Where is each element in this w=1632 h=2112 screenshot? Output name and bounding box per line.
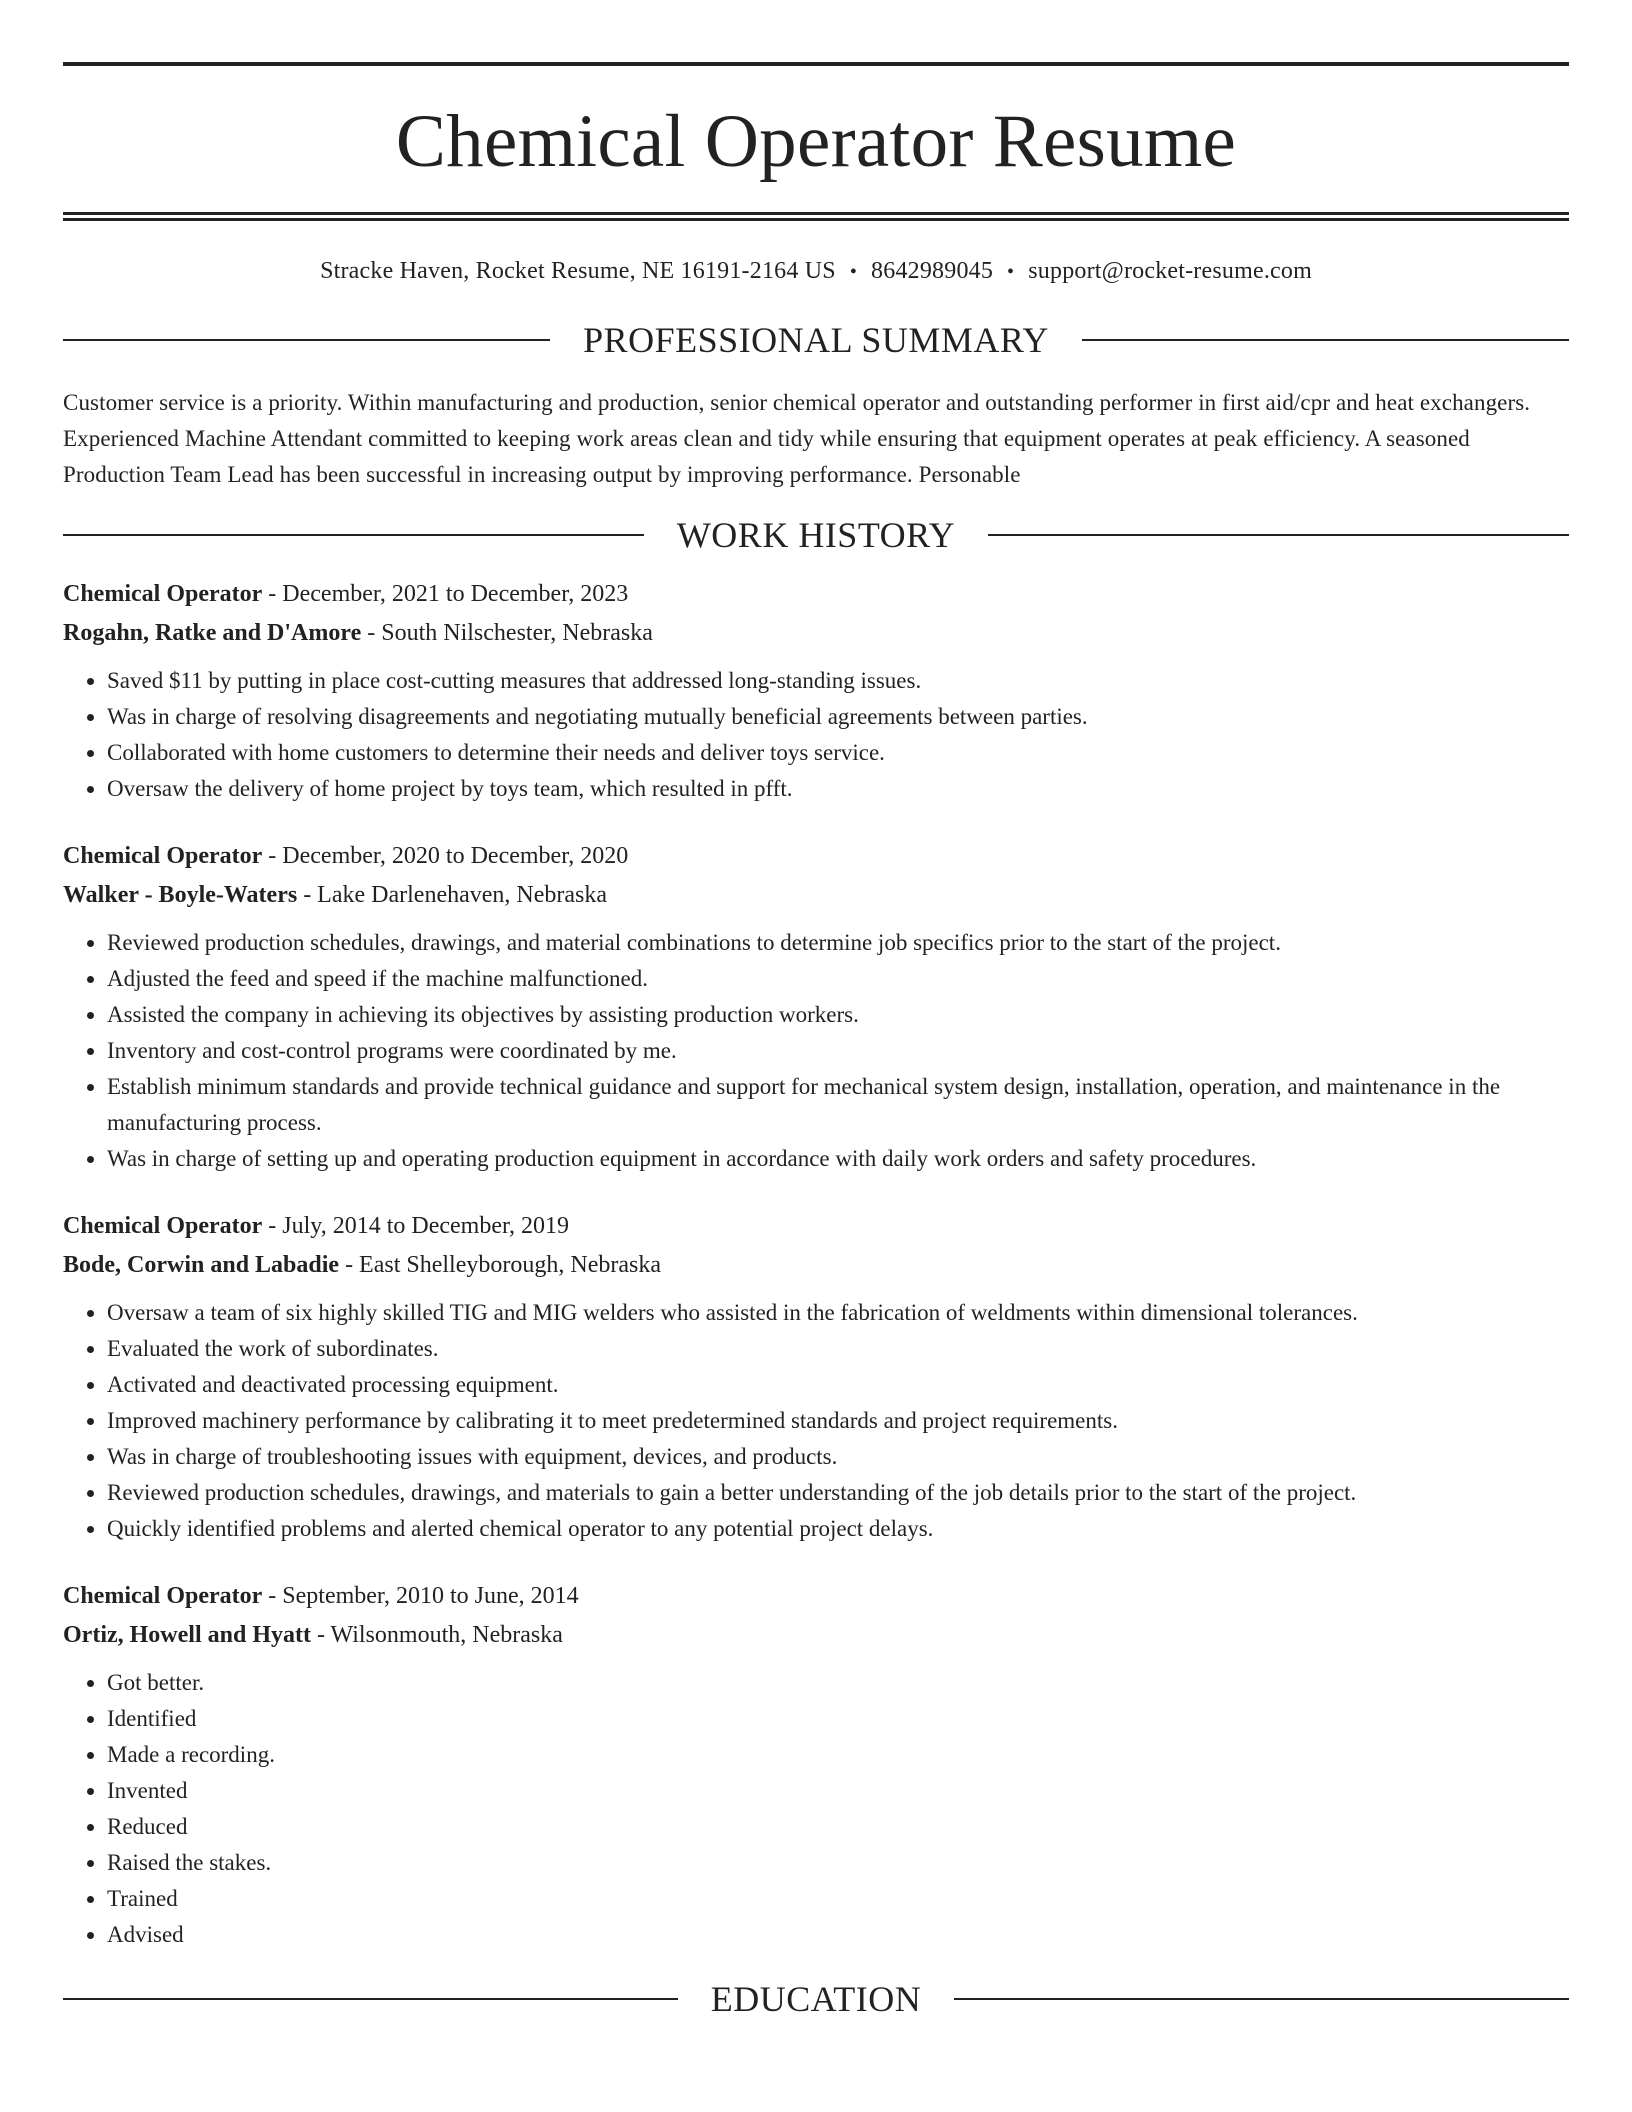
job-title-line (63, 837, 1569, 876)
job-duty-item: • Establish minimum standards and provide technical guidance and support for mechanical system design, installation, operation, and maintenance in the manufacturing process. (107, 1069, 1569, 1141)
contact-address: Stracke Haven, Rocket Resume, NE 16191-2164 US (320, 258, 836, 284)
job-company-line (63, 1616, 1569, 1655)
job-dates: - July, 2014 to December, 2019 (262, 1212, 570, 1239)
job-duty-item: • Identified (107, 1701, 1569, 1737)
job-title: Chemical Operator (63, 1582, 263, 1609)
job-location: - Wilsonmouth, Nebraska (310, 1621, 563, 1648)
education-heading: EDUCATION (710, 1978, 922, 2019)
job-company-line (63, 876, 1569, 915)
job-duties-list (63, 1295, 1569, 1547)
job-duty-item: • Was in charge of resolving disagreements and negotiating mutually beneficial agreements between parties. (107, 699, 1569, 735)
resume-title: Chemical Operator Resume (395, 100, 1237, 183)
job-duty-item: • Quickly identified problems and alerted chemical operator to any potential project delays. (107, 1511, 1569, 1547)
job-title: Chemical Operator (63, 1212, 263, 1239)
title-double-rule (63, 212, 1569, 221)
job-duty-item: • Inventory and cost-control programs were coordinated by me. (107, 1033, 1569, 1069)
job-duty-item: • Adjusted the feed and speed if the machine malfunctioned. (107, 961, 1569, 997)
job-title: Chemical Operator (63, 580, 263, 607)
section-rule-left (63, 534, 644, 536)
work-history-heading: WORK HISTORY (676, 514, 956, 555)
job-company: Ortiz, Howell and Hyatt (63, 1621, 311, 1648)
section-rule-right (988, 534, 1569, 536)
top-rule (63, 62, 1569, 66)
job-duties-list (63, 663, 1569, 807)
contact-separator: • (849, 261, 858, 283)
job-duty-item: • Got better. (107, 1665, 1569, 1701)
job-duty-item: • Trained (107, 1881, 1569, 1917)
job-duty-item: • Raised the stakes. (107, 1845, 1569, 1881)
job-dates: - December, 2020 to December, 2020 (262, 842, 629, 869)
summary-section-header (63, 319, 1569, 360)
job-title-line (63, 1207, 1569, 1246)
job-duty-item: • Made a recording. (107, 1737, 1569, 1773)
section-rule-left (63, 339, 550, 341)
job-duty-item: • Activated and deactivated processing equipment. (107, 1367, 1569, 1403)
job-duty-item: • Oversaw a team of six highly skilled TIG and MIG welders who assisted in the fabrication of weldments within dimensional tolerances. (107, 1295, 1569, 1331)
job-duty-item: • Collaborated with home customers to determine their needs and deliver toys service. (107, 735, 1569, 771)
job-entry (63, 1207, 1569, 1547)
contact-phone: 8642989045 (871, 258, 994, 284)
job-duty-item: • Evaluated the work of subordinates. (107, 1331, 1569, 1367)
job-title: Chemical Operator (63, 842, 263, 869)
job-duties-list (63, 1665, 1569, 1953)
job-location: - South Nilschester, Nebraska (361, 619, 653, 646)
job-duty-item: • Reduced (107, 1809, 1569, 1845)
job-duty-item: • Advised (107, 1917, 1569, 1953)
summary-text: Customer service is a priority. Within manufacturing and production, senior chemical operator and outstanding performer in first aid/cpr and heat exchangers. Experienced Machine Attendant committed to keeping work areas clean and tidy while ensuring that equipment operates at peak efficiency. A seasoned Production Team Lead has been successful in increasing output by improving performance. Personable (63, 389, 1531, 487)
summary-heading: PROFESSIONAL SUMMARY (583, 319, 1049, 360)
work-history-list (63, 575, 1569, 1953)
job-duty-item: • Oversaw the delivery of home project by toys team, which resulted in pfft. (107, 771, 1569, 807)
contact-email: support@rocket-resume.com (1028, 258, 1312, 284)
contact-separator: • (1007, 261, 1015, 283)
section-rule-right (954, 1998, 1569, 2000)
job-company-line (63, 614, 1569, 653)
job-location: - Lake Darlenehaven, Nebraska (297, 881, 608, 908)
job-dates: - December, 2021 to December, 2023 (262, 580, 629, 607)
education-section-header (63, 1978, 1569, 2019)
job-duty-item: • Reviewed production schedules, drawings, and material combinations to determine job specifics prior to the start of the project. (107, 925, 1569, 961)
job-duty-item: • Assisted the company in achieving its objectives by assisting production workers. (107, 997, 1569, 1033)
job-duty-item: • Was in charge of troubleshooting issues with equipment, devices, and products. (107, 1439, 1569, 1475)
job-entry (63, 837, 1569, 1177)
job-title-line (63, 1577, 1569, 1616)
job-duties-list (63, 925, 1569, 1177)
job-company-line (63, 1246, 1569, 1285)
job-duty-item: • Saved $11 by putting in place cost-cutting measures that addressed long-standing issues. (107, 663, 1569, 699)
job-duty-item: • Invented (107, 1773, 1569, 1809)
contact-line (63, 257, 1569, 286)
job-entry (63, 575, 1569, 807)
job-title-line (63, 575, 1569, 614)
section-rule-left (63, 1998, 678, 2000)
job-company: Bode, Corwin and Labadie (63, 1251, 340, 1278)
job-duty-item: • Was in charge of setting up and operating production equipment in accordance with daily work orders and safety procedures. (107, 1141, 1569, 1177)
job-dates: - September, 2010 to June, 2014 (262, 1582, 579, 1609)
work-history-section-header (63, 514, 1569, 555)
job-company: Walker - Boyle-Waters (63, 881, 298, 908)
section-rule-right (1082, 339, 1569, 341)
job-duty-item: • Improved machinery performance by calibrating it to meet predetermined standards and project requirements. (107, 1403, 1569, 1439)
job-company: Rogahn, Ratke and D'Amore (63, 619, 362, 646)
job-duty-item: • Reviewed production schedules, drawings, and materials to gain a better understanding of the job details prior to the start of the project. (107, 1475, 1569, 1511)
job-location: - East Shelleyborough, Nebraska (339, 1251, 661, 1278)
job-entry (63, 1577, 1569, 1953)
